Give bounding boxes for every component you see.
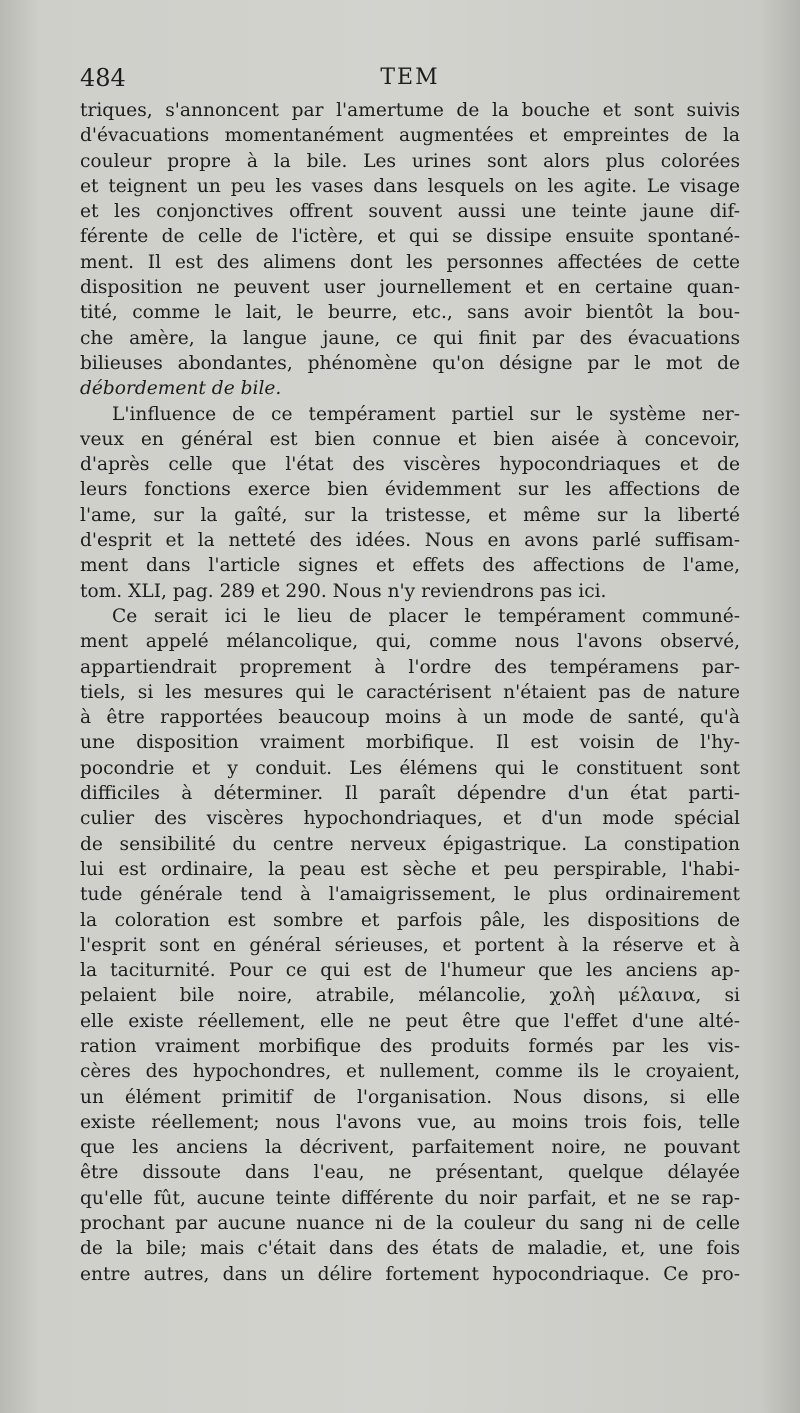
text-line: appartiendrait proprement à l'ordre des tempéramens par-: [80, 656, 740, 678]
text-line: couleur propre à la bile. Les urines sont alors plus colorées: [80, 150, 740, 172]
text-line: à être rapportées beaucoup moins à un mode de santé, qu'à: [80, 707, 740, 729]
text-line: prochant par aucune nuance ni de la couleur du sang ni de celle: [80, 1213, 740, 1235]
text-line: être dissoute dans l'eau, ne présentant, quelque délayée: [80, 1162, 740, 1184]
text-line: et les conjonctives offrent souvent aussi une teinte jaune dif-: [80, 201, 740, 223]
text-line: d'après celle que l'état des viscères hypocondriaques et de: [80, 454, 740, 476]
text-line: qu'elle fût, aucune teinte différente du noir parfait, et ne se rap-: [80, 1187, 740, 1209]
text-line: leurs fonctions exerce bien évidemment sur les affections de: [80, 479, 740, 501]
text-line: tiels, si les mesures qui le caractérisent n'étaient pas de nature: [80, 681, 740, 703]
text-line: ration vraiment morbifique des produits formés par les vis-: [80, 1035, 740, 1057]
text-line: tité, comme le lait, le beurre, etc., sans avoir bientôt la bou-: [80, 302, 740, 324]
text-line: lui est ordinaire, la peau est sèche et peu perspirable, l'habi-: [80, 858, 740, 880]
text-line: ment. Il est des alimens dont les personnes affectées de cette: [80, 251, 740, 273]
text-line: un élément primitif de l'organisation. Nous disons, si elle: [80, 1086, 740, 1108]
text-line: ment dans l'article signes et effets des affections de l'ame,: [80, 555, 740, 577]
text-line: che amère, la langue jaune, ce qui finit par des évacuations: [80, 327, 740, 349]
text-line: disposition ne peuvent user journellement et en certaine quan-: [80, 277, 740, 299]
text-line: elle existe réellement, elle ne peut être que l'effet d'une alté-: [80, 1010, 740, 1032]
text-line: veux en général est bien connue et bien aisée à concevoir,: [80, 428, 740, 450]
text-line: bilieuses abondantes, phénomène qu'on désigne par le mot de: [80, 352, 740, 374]
text-line: culier des viscères hypochondriaques, et d'un mode spécial: [80, 808, 740, 830]
text-line: entre autres, dans un délire fortement hypocondriaque. Ce pro-: [80, 1263, 740, 1285]
text-line: que les anciens la décrivent, parfaitement noire, ne pouvant: [80, 1137, 740, 1159]
text-line: L'influence de ce tempérament partiel sur le système ner-: [112, 403, 740, 425]
text-line: débordement de bile.: [80, 378, 282, 400]
text-line: de la bile; mais c'était dans des états de maladie, et, une fois: [80, 1238, 740, 1260]
page-header: [80, 60, 740, 96]
text-line: triques, s'annoncent par l'amertume de la bouche et sont suivis: [80, 100, 740, 121]
text-line: férente de celle de l'ictère, et qui se dissipe ensuite spontané-: [80, 226, 740, 248]
text-line: ment appelé mélancolique, qui, comme nous l'avons observé,: [80, 631, 740, 653]
text-line: une disposition vraiment morbifique. Il est voisin de l'hy-: [80, 732, 740, 754]
text-line: Ce serait ici le lieu de placer le tempérament communé-: [112, 605, 740, 627]
body-text: [80, 98, 740, 1287]
text-line: l'esprit sont en général sérieuses, et portent à la réserve et à: [80, 934, 740, 956]
text-line: cères des hypochondres, et nullement, comme ils le croyaient,: [80, 1061, 740, 1083]
text-line: tom. XLI, pag. 289 et 290. Nous n'y reviendrons pas ici.: [80, 580, 607, 602]
running-head: TEM: [380, 65, 440, 90]
text-line: existe réellement; nous l'avons vue, au moins trois fois, telle: [80, 1111, 740, 1133]
text-line: d'esprit et la netteté des idées. Nous en avons parlé suffisam-: [80, 530, 740, 552]
text-line: la taciturnité. Pour ce qui est de l'humeur que les anciens ap-: [80, 960, 740, 982]
text-line: pocondrie et y conduit. Les élémens qui le constituent sont: [80, 757, 740, 779]
text-line: de sensibilité du centre nerveux épigastrique. La constipation: [80, 833, 740, 855]
text-line: difficiles à déterminer. Il paraît dépendre d'un état parti-: [80, 783, 740, 805]
text-line: et teignent un peu les vases dans lesquels on les agite. Le visage: [80, 175, 740, 197]
text-line: pelaient bile noire, atrabile, mélancolie, χολὴ μέλαινα, si: [80, 985, 740, 1007]
text-line: tude générale tend à l'amaigrissement, le plus ordinairement: [80, 884, 740, 906]
text-line: la coloration est sombre et parfois pâle, les dispositions de: [80, 909, 740, 931]
text-line: l'ame, sur la gaîté, sur la tristesse, et même sur la liberté: [80, 504, 740, 526]
text-line: d'évacuations momentanément augmentées et empreintes de la: [80, 125, 740, 147]
page-number: 484: [80, 64, 126, 92]
